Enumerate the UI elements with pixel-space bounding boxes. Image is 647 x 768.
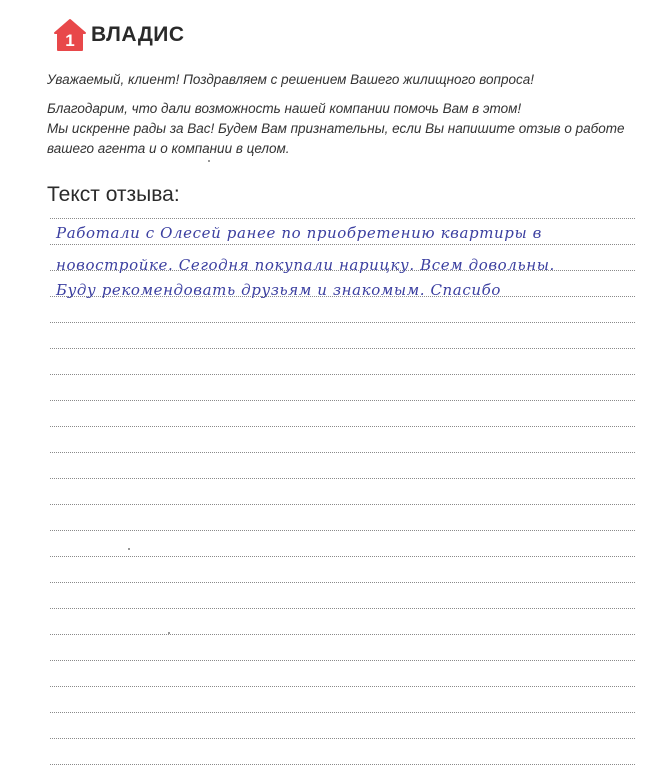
- ruled-line: [50, 608, 635, 609]
- paper-speck: [168, 632, 170, 634]
- vladis-logo: [53, 18, 185, 52]
- ruled-line: [50, 712, 635, 713]
- ruled-line: [50, 504, 635, 505]
- logo-text: ВЛАДИС: [91, 23, 185, 46]
- ruled-line: [50, 660, 635, 661]
- ruled-line: [50, 478, 635, 479]
- ruled-line: [50, 322, 635, 323]
- ruled-line: [50, 348, 635, 349]
- paper-speck: [208, 160, 210, 162]
- ruled-line: [50, 400, 635, 401]
- paper-speck: [128, 548, 130, 550]
- intro-request: Мы искренне рады за Вас! Будем Вам признательны, если Вы напишите отзыв о работе: [47, 121, 625, 136]
- ruled-line: [50, 764, 635, 765]
- intro-greeting: Уважаемый, клиент! Поздравляем с решением Вашего жилищного вопроса!: [47, 72, 534, 87]
- ruled-line: [50, 686, 635, 687]
- ruled-line: [50, 530, 635, 531]
- handwritten-line-2: новостройке. Сегодня покупали нарицку. Всем довольны.: [56, 256, 555, 274]
- handwritten-line-1: Работали с Олесей ранее по приобретению квартиры в: [56, 224, 543, 242]
- ruled-line: [50, 244, 635, 245]
- ruled-line: [50, 426, 635, 427]
- logo-digit: 1: [65, 31, 75, 50]
- handwritten-line-3: Буду рекомендовать друзьям и знакомым. Спасибо: [56, 281, 501, 299]
- intro-text: [47, 70, 627, 159]
- ruled-line: [50, 374, 635, 375]
- review-heading: Текст отзыва:: [47, 183, 180, 206]
- house-logo-icon: [53, 18, 87, 52]
- ruled-line: [50, 218, 635, 219]
- ruled-line: [50, 556, 635, 557]
- ruled-line: [50, 582, 635, 583]
- intro-thanks: Благодарим, что дали возможность нашей компании помочь Вам в этом!: [47, 101, 522, 116]
- ruled-line: [50, 634, 635, 635]
- intro-request-cont: вашего агента и о компании в целом.: [47, 141, 290, 156]
- ruled-line: [50, 452, 635, 453]
- ruled-line: [50, 738, 635, 739]
